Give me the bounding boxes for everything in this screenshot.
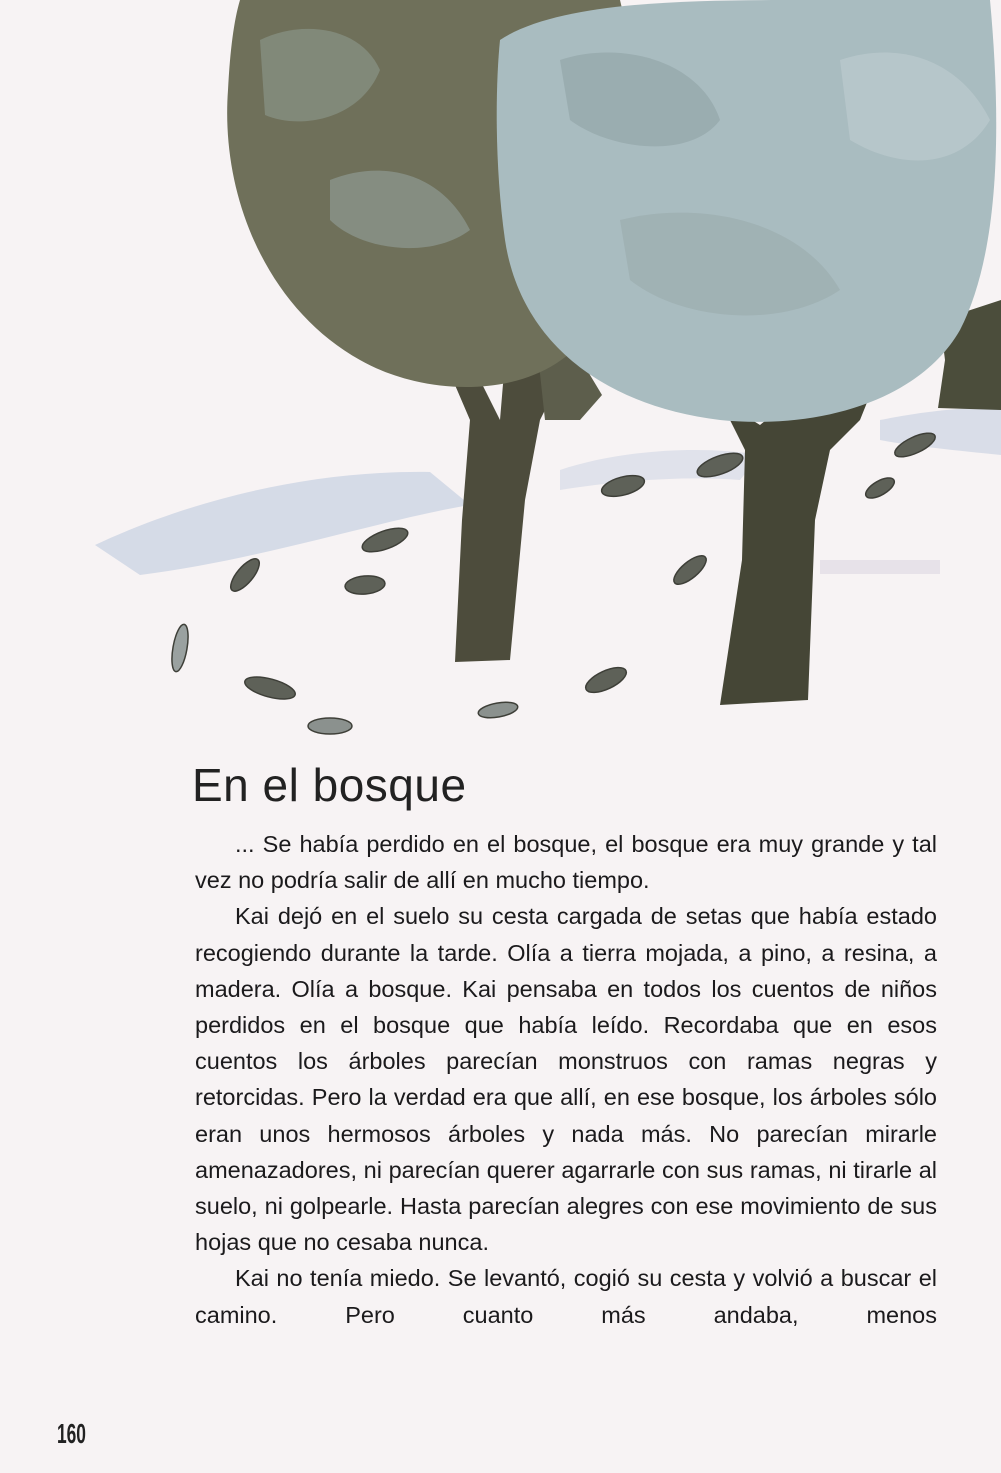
story-text	[195, 826, 937, 1333]
paragraph: Kai no tenía miedo. Se levantó, cogió su cesta y volvió a buscar el camino. Pero cuanto más andaba, menos	[195, 1265, 937, 1328]
page-number: 160	[57, 1418, 86, 1449]
page-title: En el bosque	[192, 759, 467, 811]
paragraph: ... Se había perdido en el bosque, el bosque era muy grande y tal vez no podría salir de allí en mucho tiempo.	[195, 831, 937, 894]
tree-canopies	[227, 0, 996, 422]
paragraph: Kai dejó en el suelo su cesta cargada de setas que había estado recogiendo durante la tarde. Olía a tierra mojada, a pino, a resina, a madera. Olía a bosque. Kai pensaba en todos los cuentos de niños perdidos en el bosque que había leído. Recordaba que en esos cuentos los árboles parecían monstruos con ramas negras y retorcidas. Pero la verdad era que allí, en ese bosque, los árboles sólo eran unos hermosos árboles y nada más. No parecían mirarle amenazadores, ni parecían querer agarrarle con sus ramas, ni tirarle al suelo, ni golpearle. Hasta parecían alegres con ese movimiento de sus hojas que no cesaba nunca.	[195, 903, 937, 1256]
show-through-text	[820, 560, 940, 574]
snow-shadow-left	[95, 472, 470, 575]
